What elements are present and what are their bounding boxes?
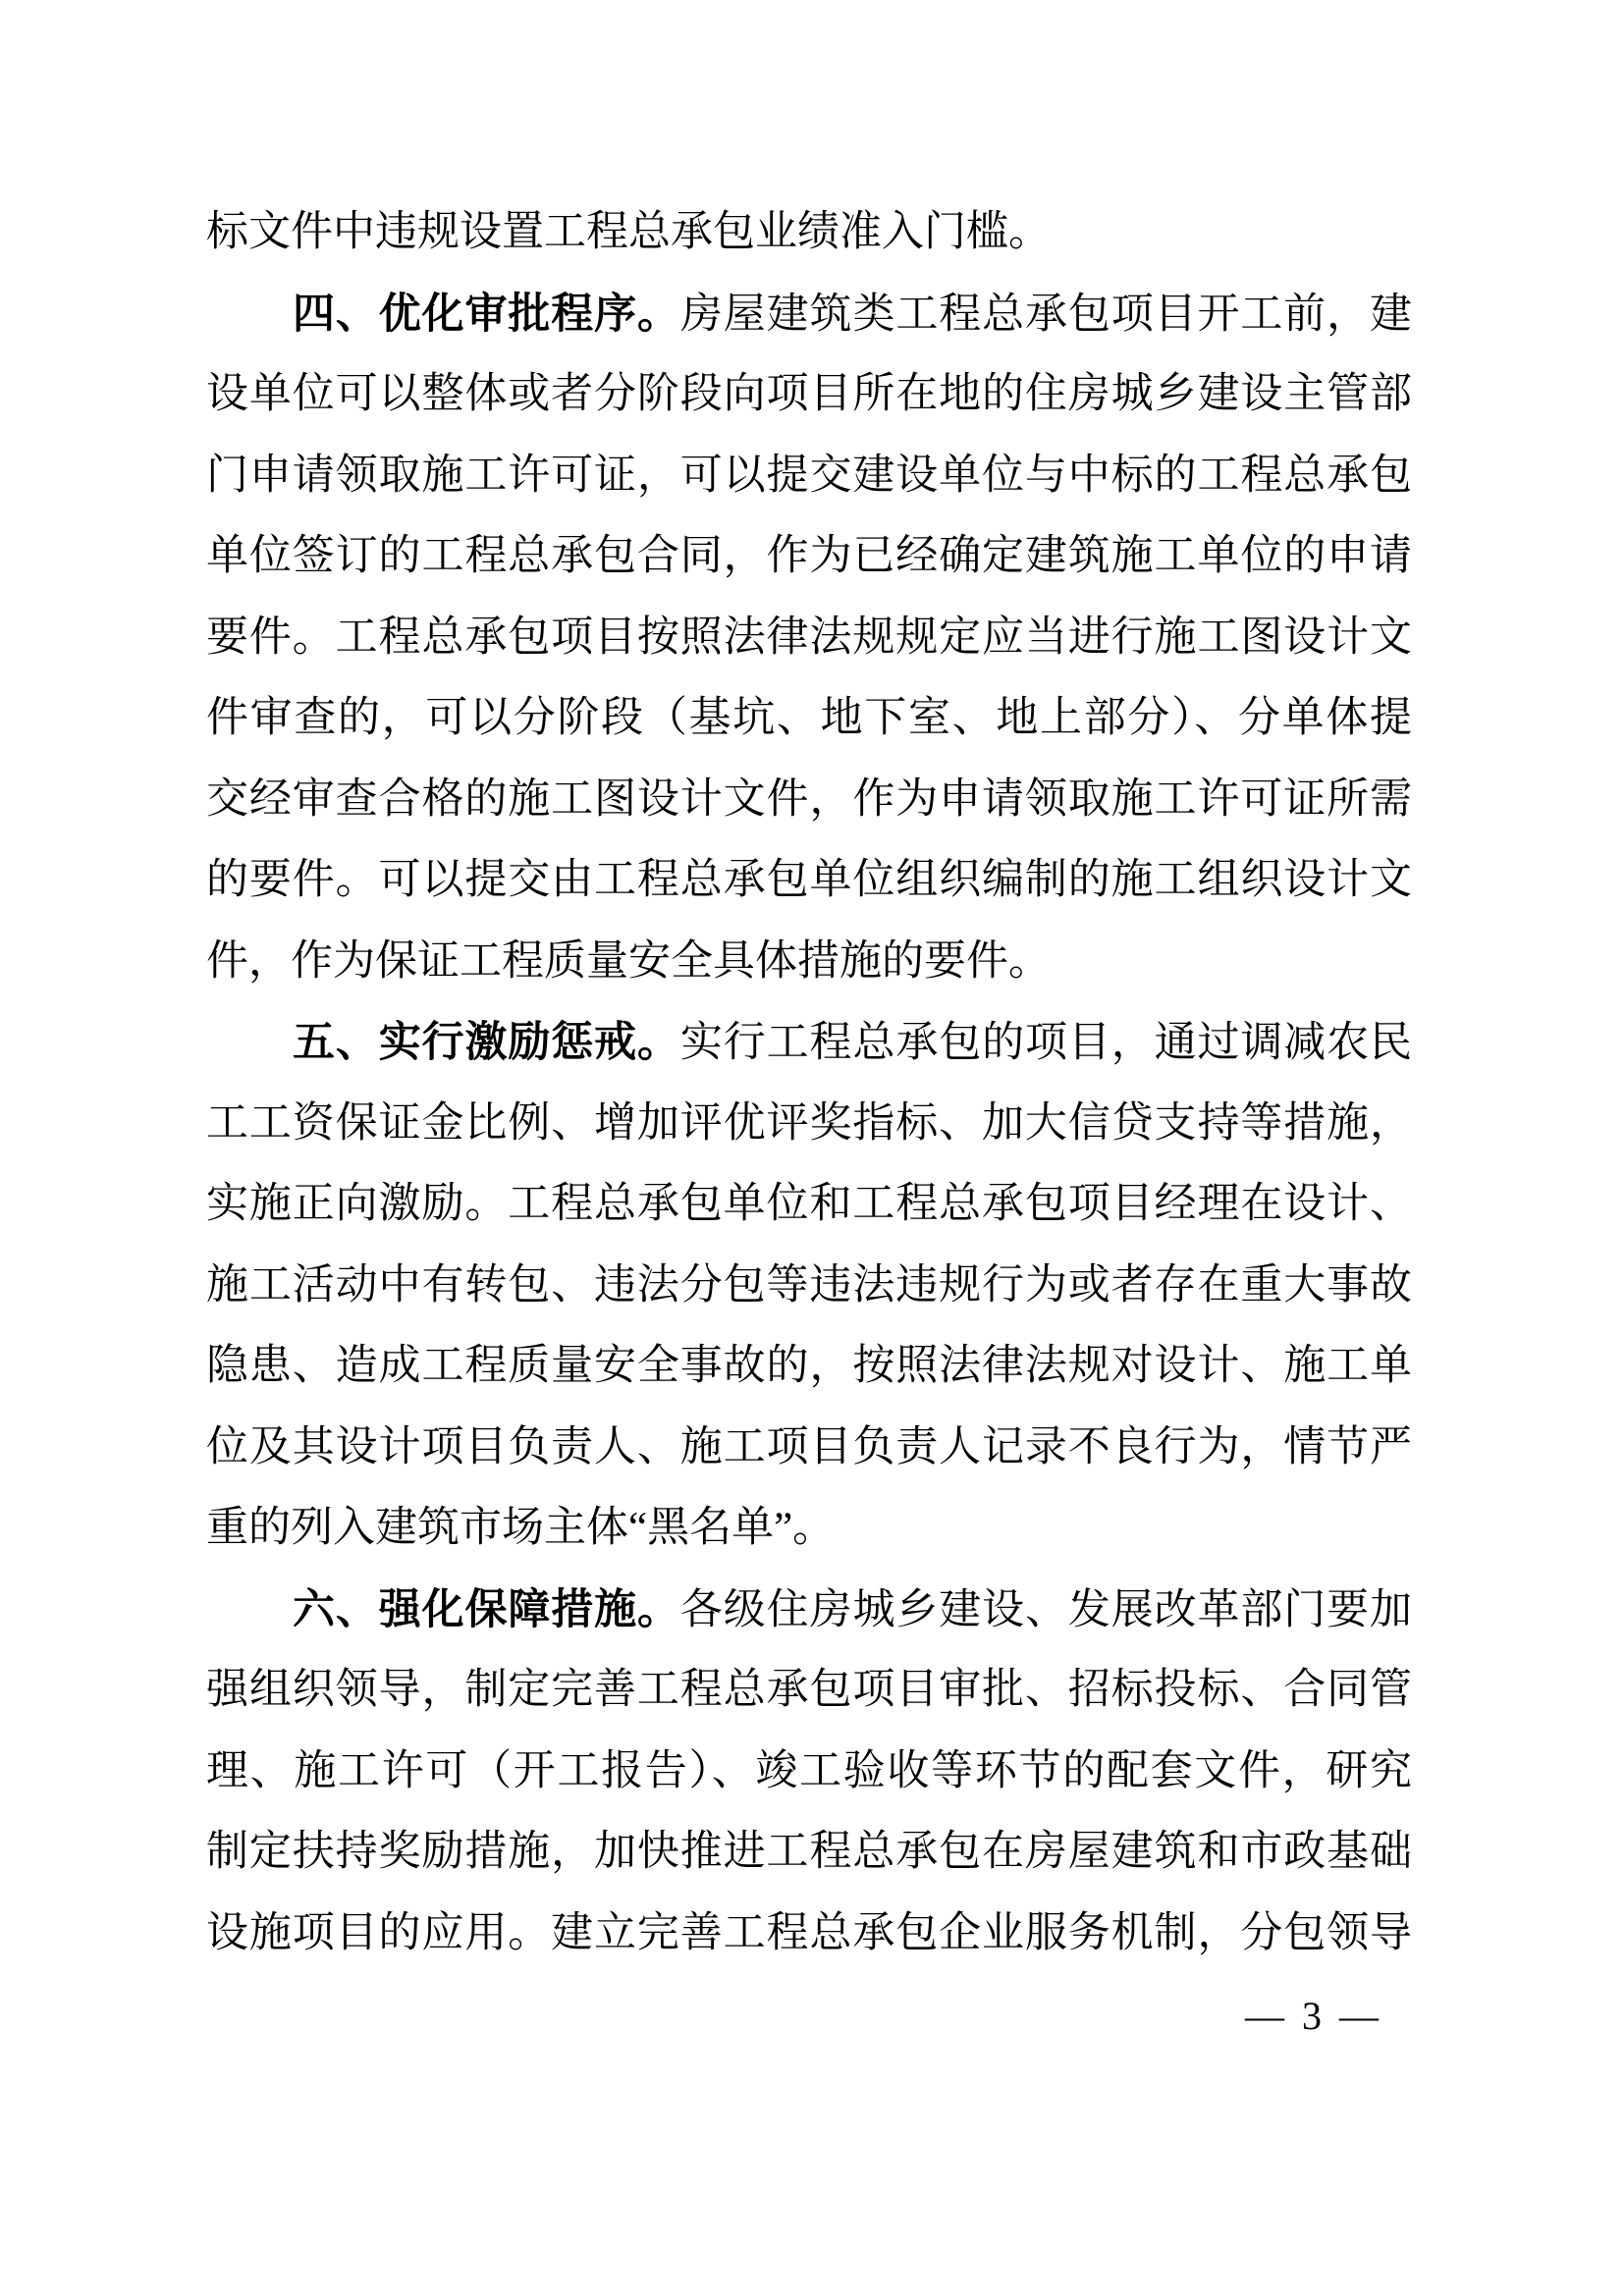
text-segment: 房屋建筑类工程总承包项目开工前，建 — [679, 291, 1412, 338]
text-segment: 制定扶持奖励措施，加快推进工程总承包在房屋建筑和市政基础 — [206, 1829, 1412, 1875]
text-line — [206, 1650, 1412, 1732]
text-segment: 设单位可以整体或者分阶段向项目所在地的住房城乡建设主管部 — [206, 371, 1412, 417]
section-heading-segment: 四、优化审批程序。 — [293, 290, 680, 338]
text-segment: 标文件中违规设置工程总承包业绩准入门槛。 — [206, 209, 1051, 255]
section-heading-segment: 五、实行激励惩戒。 — [293, 1019, 680, 1066]
text-body — [206, 192, 1412, 2056]
text-line — [206, 1408, 1412, 1489]
text-segment: 的要件。可以提交由工程总承包单位组织编制的施工组织设计文 — [206, 857, 1412, 903]
text-segment: 件，作为保证工程质量安全具体措施的要件。 — [206, 937, 1051, 985]
text-segment: 实施正向激励。工程总承包单位和工程总承包项目经理在设计、 — [206, 1181, 1412, 1227]
text-line — [206, 1326, 1412, 1408]
text-line — [206, 192, 1412, 274]
text-line — [206, 760, 1412, 841]
text-line — [206, 1002, 1412, 1084]
text-line — [206, 1732, 1412, 1813]
text-line — [206, 840, 1412, 922]
text-segment: 各级住房城乡建设、发展改革部门要加 — [679, 1586, 1412, 1633]
text-line — [206, 274, 1412, 355]
text-line — [206, 1084, 1412, 1165]
text-segment: 隐患、造成工程质量安全事故的，按照法律法规对设计、施工单 — [206, 1343, 1412, 1389]
text-segment: 工工资保证金比例、增加评优评奖指标、加大信贷支持等措施， — [206, 1099, 1412, 1147]
text-line — [206, 1246, 1412, 1327]
text-segment: 重的列入建筑市场主体“黑名单”。 — [206, 1505, 836, 1551]
text-segment: 件审查的，可以分阶段（基坑、地下室、地上部分）、分单体提 — [206, 695, 1412, 741]
text-segment: 要件。工程总承包项目按照法律法规规定应当进行施工图设计文 — [206, 614, 1412, 661]
text-segment: 理、施工许可（开工报告）、竣工验收等环节的配套文件，研究 — [206, 1747, 1412, 1794]
text-line — [206, 598, 1412, 679]
text-segment: 施工活动中有转包、违法分包等违法违规行为或者存在重大事故 — [206, 1261, 1412, 1308]
text-line — [206, 516, 1412, 598]
page-number: — 3 — — [1245, 1994, 1382, 2038]
text-segment: 单位签订的工程总承包合同，作为已经确定建筑施工单位的申请 — [206, 533, 1412, 579]
text-line — [206, 1570, 1412, 1651]
text-segment: 强组织领导，制定完善工程总承包项目审批、招标投标、合同管 — [206, 1667, 1412, 1713]
text-line — [206, 1894, 1412, 1975]
text-line — [206, 436, 1412, 517]
text-line — [206, 354, 1412, 436]
text-segment: 门申请领取施工许可证，可以提交建设单位与中标的工程总承包 — [206, 452, 1412, 499]
section-heading-segment: 六、强化保障措施。 — [293, 1585, 680, 1633]
text-segment: 实行工程总承包的项目，通过调减农民 — [679, 1020, 1412, 1066]
text-line — [206, 1812, 1412, 1894]
text-line — [206, 678, 1412, 760]
text-line — [206, 922, 1412, 1003]
text-line — [206, 1488, 1412, 1570]
text-line — [206, 1164, 1412, 1246]
text-segment: 交经审查合格的施工图设计文件，作为申请领取施工许可证所需 — [206, 775, 1412, 823]
text-segment: 位及其设计项目负责人、施工项目负责人记录不良行为，情节严 — [206, 1423, 1412, 1470]
text-segment: 设施项目的应用。建立完善工程总承包企业服务机制，分包领导 — [206, 1909, 1412, 1956]
